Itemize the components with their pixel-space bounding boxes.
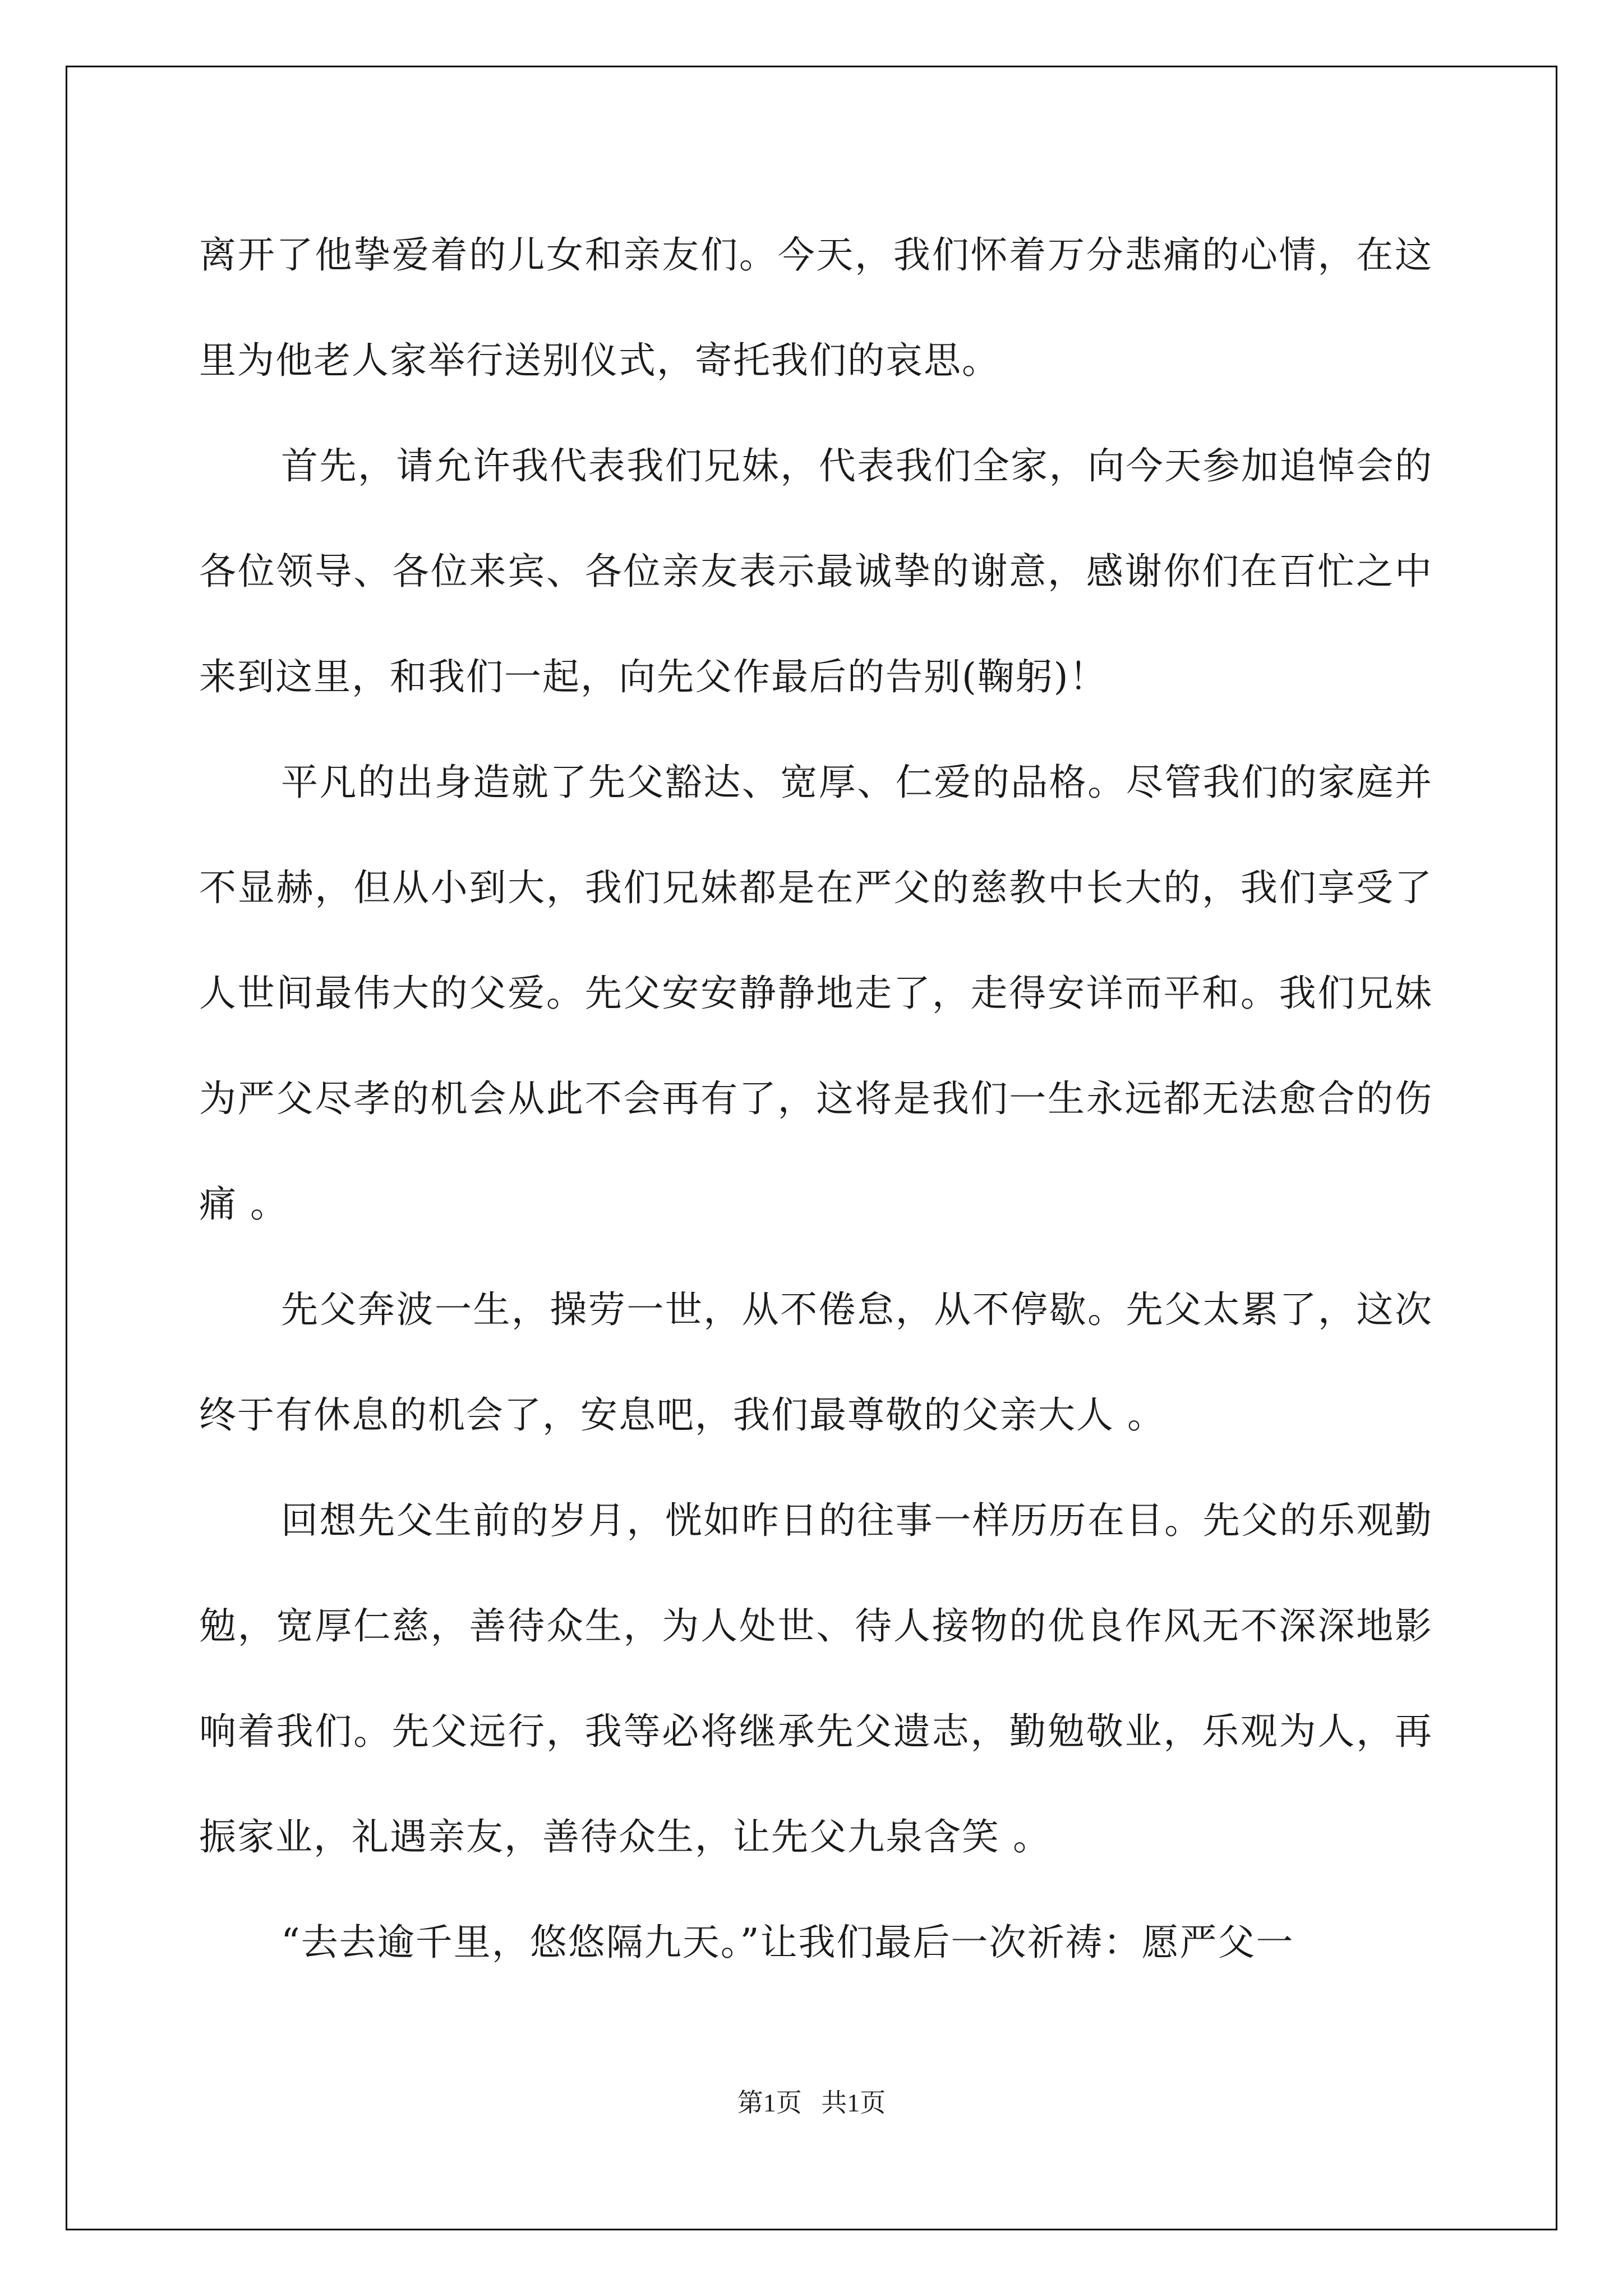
paragraph-2: 首先，请允许我代表我们兄妹，代表我们全家，向今天参加追悼会的各位领导、各位来宾、各位亲友表示最诚挚的谢意，感谢你们在百忙之中来到这里，和我们一起，向先父作最后的告别(鞠躬)！ bbox=[199, 444, 1433, 698]
document-body bbox=[199, 203, 1433, 1995]
paragraph-3: 平凡的出身造就了先父豁达、宽厚、仁爱的品格。尽管我们的家庭并不显赫，但从小到大，我们兄妹都是在严父的慈教中长大的，我们享受了人世间最伟大的父爱。先父安安静静地走了，走得安详而平和。我们兄妹为严父尽孝的机会从此不会再有了，这将是我们一生永远都无法愈合的伤痛 。 bbox=[199, 761, 1433, 1226]
paragraph-4: 先父奔波一生，操劳一世，从不倦怠，从不停歇。先父太累了，这次终于有休息的机会了，安息吧，我们最尊敬的父亲大人 。 bbox=[199, 1288, 1433, 1437]
page-number: 第1页 共1页 bbox=[737, 2088, 886, 2117]
paragraph-5: 回想先父生前的岁月，恍如昨日的往事一样历历在目。先父的乐观勤勉，宽厚仁慈，善待众生，为人处世、待人接物的优良作风无不深深地影响着我们。先父远行，我等必将继承先父遗志，勤勉敬业，乐观为人，再振家业，礼遇亲友，善待众生，让先父九泉含笑 。 bbox=[199, 1499, 1433, 1858]
paragraph-6: “去去逾千里，悠悠隔九天。”让我们最后一次祈祷：愿严父一 bbox=[281, 1921, 1294, 1964]
paragraph-1: 离开了他挚爱着的儿女和亲友们。今天，我们怀着万分悲痛的心情，在这里为他老人家举行送别仪式，寄托我们的哀思。 bbox=[199, 233, 1433, 382]
